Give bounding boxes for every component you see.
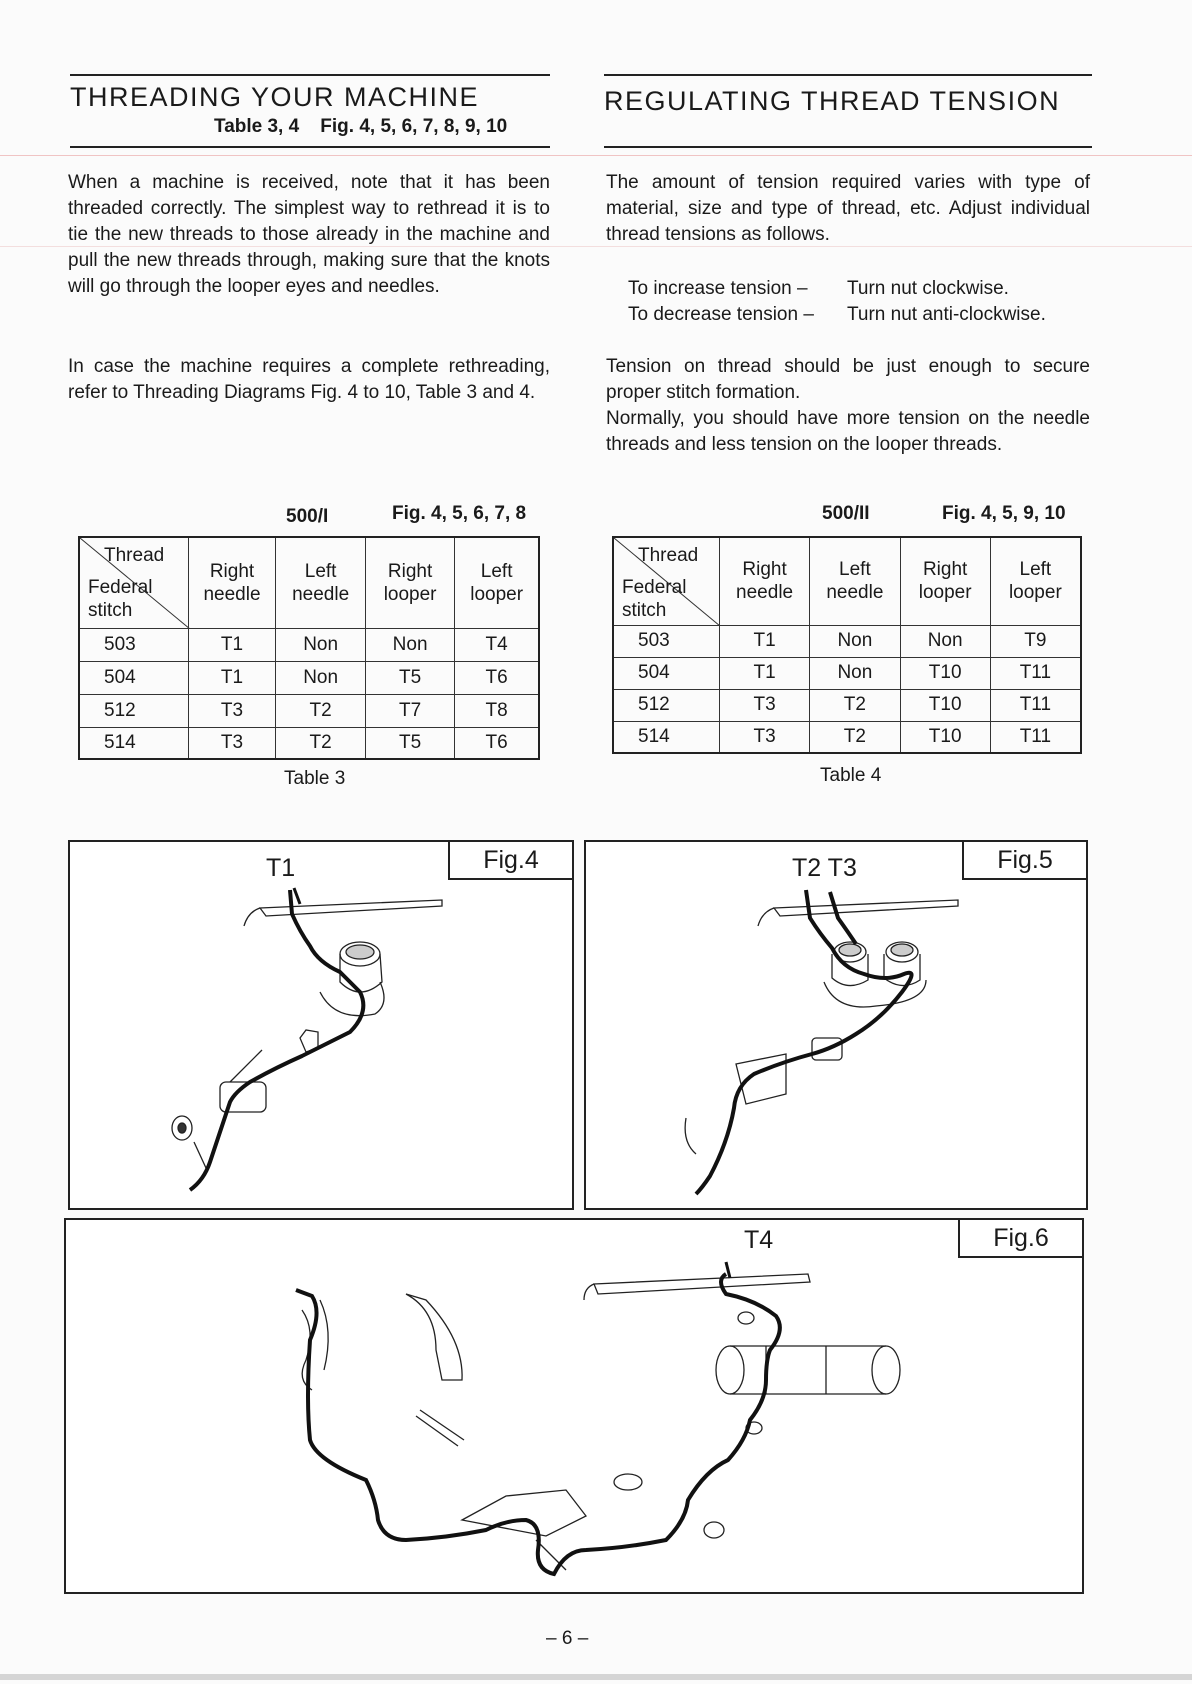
fig5-thread-label: T2 T3 — [792, 854, 857, 882]
table4-col-header: Left needle — [810, 537, 900, 625]
left-top-rule — [70, 74, 550, 76]
table-cell: T11 — [990, 657, 1081, 689]
right-paragraph-1: The amount of tension required varies with type of material, size and type of thread, etc. Adjust individual thread tensions as follows. — [606, 172, 1090, 245]
table-cell: 503 — [79, 628, 188, 661]
table-cell: T7 — [365, 694, 454, 727]
fig4-thread-label: T1 — [266, 854, 296, 882]
table-cell: T10 — [900, 657, 990, 689]
fig6-thread-label: T4 — [744, 1226, 774, 1254]
fig5-label: Fig.5 — [962, 842, 1086, 880]
table-cell: T3 — [719, 689, 809, 721]
table-cell: T3 — [719, 721, 809, 753]
fig6-label: Fig.6 — [958, 1220, 1082, 1258]
table-cell: 503 — [613, 625, 719, 657]
table-cell: T8 — [455, 694, 539, 727]
table3-col-header: Left needle — [276, 537, 366, 628]
table-cell: T10 — [900, 721, 990, 753]
table-cell: T11 — [990, 721, 1081, 753]
table-cell: T1 — [719, 657, 809, 689]
table-row — [613, 657, 1081, 689]
table4-model: 500/II — [822, 503, 870, 524]
table4-corner-stitch: Federal stitch — [622, 577, 687, 621]
fig5-threading-diagram — [586, 842, 1086, 1208]
table-cell: 504 — [613, 657, 719, 689]
table-cell: 504 — [79, 661, 188, 694]
table3-corner-stitch: Federal stitch — [88, 577, 153, 621]
table-cell: 512 — [613, 689, 719, 721]
table3-figs: Fig. 4, 5, 6, 7, 8 — [392, 503, 527, 524]
table-cell: Non — [810, 625, 900, 657]
table3-col-header: Right needle — [188, 537, 276, 628]
table3-model: 500/I — [286, 506, 329, 527]
table-cell: T1 — [188, 628, 276, 661]
bottom-scan-edge — [0, 1674, 1192, 1680]
table4 — [612, 536, 1082, 754]
table-cell: T5 — [365, 727, 454, 759]
page-number: – 6 – — [546, 1628, 589, 1649]
table-cell: T6 — [455, 661, 539, 694]
fig4-label: Fig.4 — [448, 842, 572, 880]
fig5-thread-path-1 — [696, 890, 912, 1194]
fig4-threading-diagram — [70, 842, 572, 1208]
fig6-threading-diagram — [66, 1220, 1082, 1592]
table-cell: T6 — [455, 727, 539, 759]
fig6-thread-path — [296, 1274, 780, 1574]
table3-caption: Table 3 — [284, 768, 346, 789]
right-paragraph-3: Normally, you should have more tension on the needle threads and less tension on the looper threads. — [606, 408, 1090, 455]
table-cell: T5 — [365, 661, 454, 694]
table-cell: 512 — [79, 694, 188, 727]
table-cell: T2 — [276, 727, 366, 759]
table-cell: T3 — [188, 727, 276, 759]
table3-corner-cell — [79, 537, 188, 628]
table-row — [79, 628, 539, 661]
table-cell: T2 — [810, 721, 900, 753]
table-cell: T2 — [810, 689, 900, 721]
table4-col-header: Right needle — [719, 537, 809, 625]
table-cell: Non — [276, 661, 366, 694]
table-row — [79, 727, 539, 759]
left-heading: THREADING YOUR MACHINE — [70, 82, 480, 112]
table-cell: 514 — [79, 727, 188, 759]
table-cell: T4 — [455, 628, 539, 661]
table-row — [613, 625, 1081, 657]
table-cell: T2 — [276, 694, 366, 727]
table3 — [78, 536, 540, 760]
table-row — [613, 689, 1081, 721]
table-cell: T11 — [990, 689, 1081, 721]
left-subheading: Table 3, 4 Fig. 4, 5, 6, 7, 8, 9, 10 — [214, 116, 508, 137]
table-cell: Non — [810, 657, 900, 689]
table3-col-header: Right looper — [365, 537, 454, 628]
table4-figs: Fig. 4, 5, 9, 10 — [942, 503, 1066, 524]
table-cell: Non — [900, 625, 990, 657]
fig6-box — [64, 1218, 1084, 1594]
right-top-rule — [604, 74, 1092, 76]
right-paragraph-2: Tension on thread should be just enough to secure proper stitch formation. — [606, 356, 1090, 403]
table-cell: Non — [276, 628, 366, 661]
right-heading: REGULATING THREAD TENSION — [604, 86, 1061, 116]
fig4-box — [68, 840, 574, 1210]
table-row — [613, 721, 1081, 753]
left-paragraph-1: When a machine is received, note that it has been threaded correctly. The simplest way to rethread it is to tie the new threads to those already in the machine and pull the new threads through, making sure that the knots will go through the looper eyes and needles. — [68, 172, 550, 297]
table-row — [79, 694, 539, 727]
table-cell: T10 — [900, 689, 990, 721]
right-bottom-rule — [604, 146, 1092, 148]
increase-tension-label: To increase tension – — [628, 278, 808, 299]
table4-col-header: Right looper — [900, 537, 990, 625]
table-cell: T1 — [188, 661, 276, 694]
left-bottom-rule — [70, 146, 550, 148]
table3-col-header: Left looper — [455, 537, 539, 628]
table4-caption: Table 4 — [820, 765, 882, 786]
decrease-tension-action: Turn nut anti-clockwise. — [847, 304, 1046, 325]
table4-corner-cell — [613, 537, 719, 625]
table-cell: T1 — [719, 625, 809, 657]
table-cell: T9 — [990, 625, 1081, 657]
table3-corner-thread: Thread — [104, 545, 165, 566]
table4-corner-thread: Thread — [638, 545, 699, 566]
fig5-box — [584, 840, 1088, 1210]
table-cell: 514 — [613, 721, 719, 753]
fig4-thread-path — [190, 890, 363, 1190]
fig5-thread-path-2 — [830, 892, 856, 944]
decrease-tension-label: To decrease tension – — [628, 304, 814, 325]
left-paragraph-2: In case the machine requires a complete rethreading, refer to Threading Diagrams Fig. 4 to 10, Table 3 and 4. — [68, 356, 550, 403]
table-row — [79, 661, 539, 694]
table-cell: T3 — [188, 694, 276, 727]
table-cell: Non — [365, 628, 454, 661]
increase-tension-action: Turn nut clockwise. — [847, 278, 1009, 299]
table4-col-header: Left looper — [990, 537, 1081, 625]
